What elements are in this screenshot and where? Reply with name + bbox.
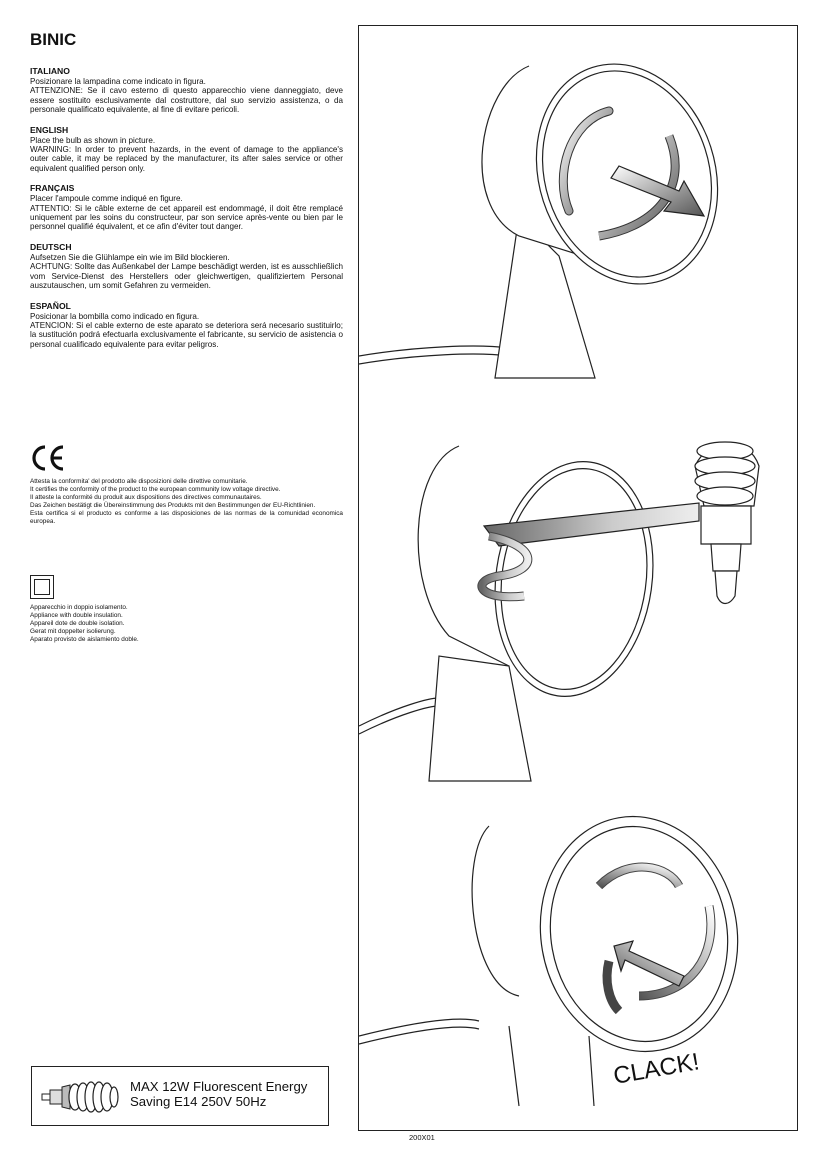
ce-text-paragraph: Attesta la conformita' del prodotto alle disposizioni delle direttive comunitarie. It certifies the conformity of the product to the european community low voltage directive. Il atteste la conformité du produit aux dispositions des directives communautaires. Das Zeichen bestätigt die Übereinstimmung des Produkts mit den Bestimmungen der EU-Richtlinien. Esta certifica si el producto es conforme a las disposiciones de las normas de la comunidad economica europea. bbox=[30, 478, 343, 525]
section-italiano bbox=[30, 66, 343, 115]
section-deutsch bbox=[30, 242, 343, 291]
dbl-text-paragraph: Apparecchio in doppio isolamento. Appliance with double insulation. Appareil dote de double isolation. Gerat mit doppelter isolierung. Aparato provisto de aislamiento doble. bbox=[30, 604, 139, 643]
ce-text bbox=[30, 478, 343, 526]
illustration-frame bbox=[358, 25, 798, 1131]
instructions-column bbox=[30, 28, 343, 359]
bulb-spec-text bbox=[130, 1079, 307, 1109]
clack-label: CLACK! bbox=[611, 1048, 702, 1090]
spec-line-2: Saving E14 250V 50Hz bbox=[130, 1094, 267, 1109]
section-français bbox=[30, 183, 343, 232]
section-text: Aufsetzen Sie die Glühlampe ein wie im Bild blockieren. ACHTUNG: Sollte das Außenkabel der Lampe beschädigt werden, ist es ausschließlich vom Service-Dienst des Herstellers oder gleichwertigen, qualifiziertem Personal auszutauschen, um somit Gefahren zu vermeiden. bbox=[30, 252, 343, 291]
section-text: Placer l'ampoule comme indiqué en figure. ATTENTIO: Si le câble externe de cet appareil est endommagé, il doit être remplacé uniquement par les soins du constructeur, par son service après-vente ou bien par le personnel qualifié équivalent, et ce afin d'éviter tout danger. bbox=[30, 194, 343, 232]
section-español bbox=[30, 301, 343, 350]
section-heading: DEUTSCH bbox=[30, 241, 72, 252]
product-title: BINIC bbox=[30, 30, 77, 49]
figure-2-bulb-inside bbox=[359, 442, 759, 781]
section-text: Posizionare la lampadina come indicato in figura. ATTENZIONE: Se il cavo esterno di questo apparecchio viene danneggiato, deve essere sostituito esclusivamente dal costruttore, dal suo servizio assistenza, o da personale qualificato equivalente, al fine di evitare pericoli. bbox=[30, 77, 343, 115]
lamp-illustrations bbox=[359, 26, 797, 1130]
section-english bbox=[30, 125, 343, 174]
double-insulation-icon bbox=[30, 575, 54, 599]
double-insulation-block bbox=[30, 575, 230, 644]
section-heading: ENGLISH bbox=[30, 124, 69, 135]
section-heading: ITALIANO bbox=[30, 66, 70, 76]
double-insulation-text bbox=[30, 604, 230, 644]
ce-logo-icon bbox=[30, 444, 66, 472]
ce-block bbox=[30, 444, 343, 526]
section-text: Place the bulb as shown in picture. WARNING: In order to prevent hazards, in the event of damage to the appliance's outer cable, it may be replaced by the manufacturer, its after sales service or other equivalent qualified person only. bbox=[30, 135, 343, 173]
document-code: 200X01 bbox=[409, 1133, 435, 1142]
spec-line-1: MAX 12W Fluorescent Energy bbox=[130, 1079, 308, 1094]
language-sections bbox=[30, 66, 343, 349]
bulb-spec-box bbox=[31, 1066, 329, 1126]
cfl-bulb-icon bbox=[40, 1075, 120, 1119]
ce-mark-icon bbox=[30, 444, 343, 474]
section-heading: ESPAÑOL bbox=[30, 300, 71, 311]
section-text: Posicionar la bombilla como indicado en figura. ATENCION: Si el cable externo de este aparato se deteriora será necesario sustituirlo; la sustitución podrá efectuarla exclusivamente el fabricante, su servicio de asistencia o personal cualificado equivalente para evitar peligros. bbox=[30, 311, 343, 349]
figure-1-insert-bulb bbox=[359, 40, 745, 378]
section-heading: FRANÇAIS bbox=[30, 183, 75, 194]
